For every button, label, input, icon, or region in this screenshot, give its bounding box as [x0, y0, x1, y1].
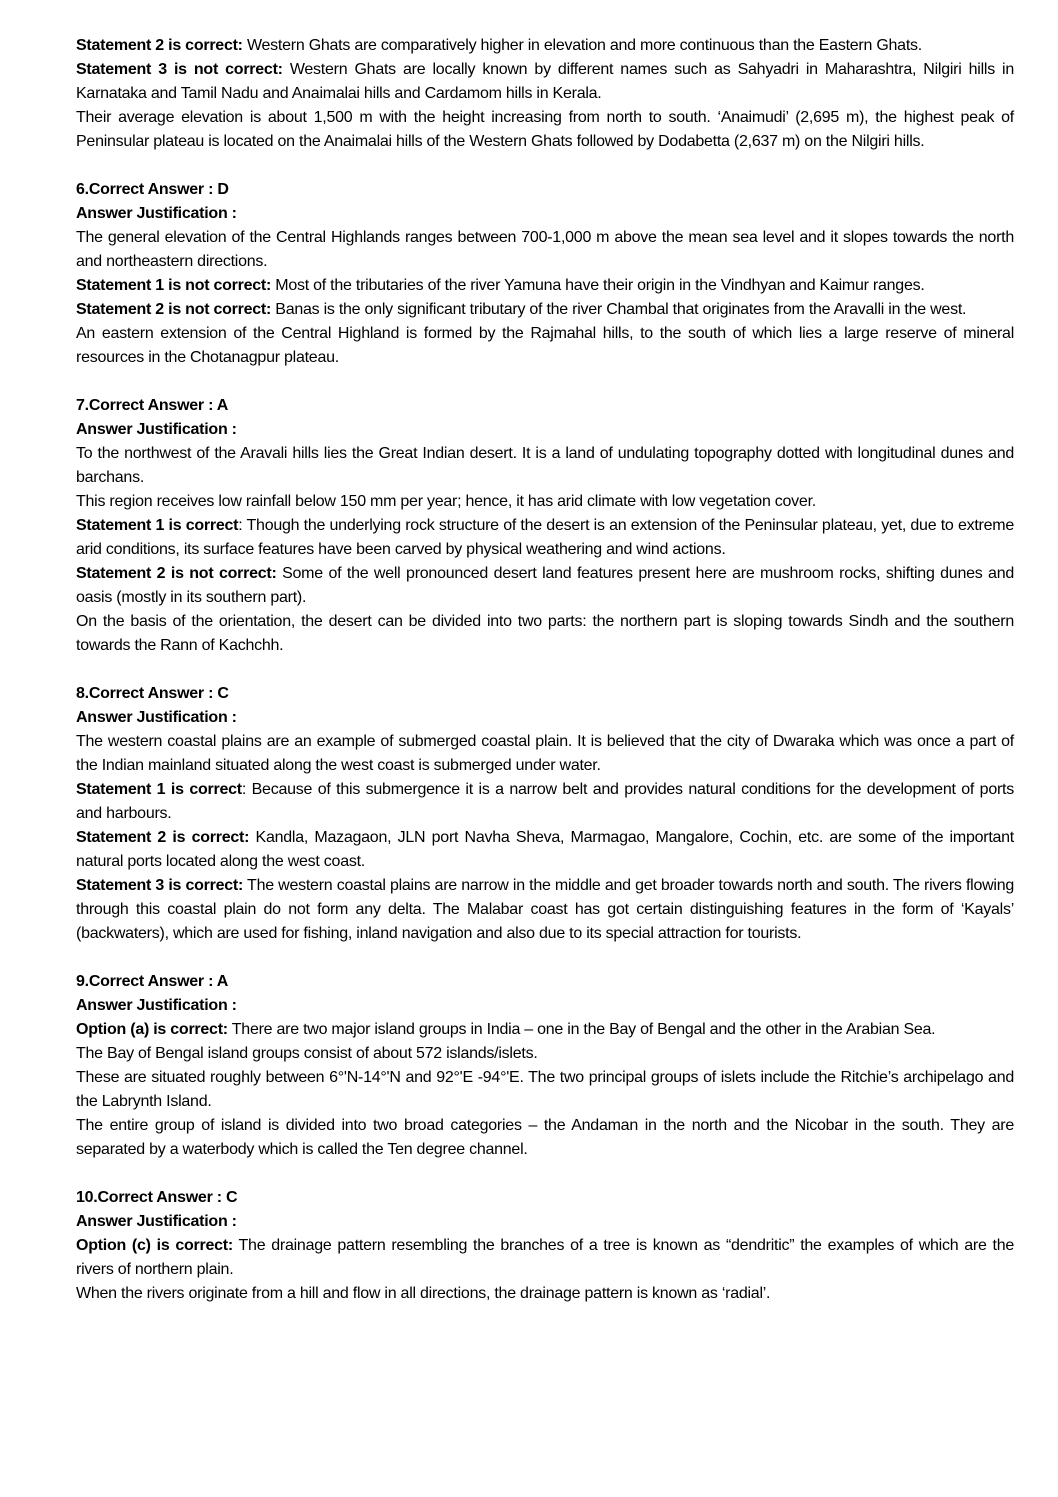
paragraph	[76, 874, 1014, 946]
paragraph	[76, 322, 1014, 370]
paragraph-text: When the rivers originate from a hill and flow in all directions, the drainage pattern is known as ‘radial’.	[76, 1285, 771, 1302]
paragraph-text: : Though the underlying rock structure of the desert is an extension of the Peninsular plateau, yet, due to extreme arid conditions, its surface features have been carved by physical weathering and wind actions.	[76, 517, 1014, 558]
paragraph	[76, 298, 1014, 322]
paragraph	[76, 562, 1014, 610]
paragraph-text: Banas is the only significant tributary of the river Chambal that originates from the Aravalli in the west.	[271, 301, 967, 318]
answer-heading: 6.Correct Answer : D	[76, 181, 229, 198]
statement-label: Statement 2 is correct:	[76, 829, 250, 846]
paragraph-text: Some of the well pronounced desert land features present here are mushroom rocks, shifting dunes and oasis (mostly in its southern part).	[76, 565, 1015, 606]
paragraph	[76, 610, 1014, 658]
answer-section	[76, 34, 1014, 154]
paragraph	[76, 34, 1014, 58]
paragraph	[76, 226, 1014, 274]
paragraph-text: The western coastal plains are narrow in the middle and get broader towards north and south. The rivers flowing through this coastal plain do not form any delta. The Malabar coast has got certain distinguishing features in the form of ‘Kayals’ (backwaters), which are used for fishing, inland navigation and also due to its special attraction for tourists.	[76, 877, 1014, 942]
paragraph-text: The western coastal plains are an example of submerged coastal plain. It is believed that the city of Dwaraka which was once a part of the Indian mainland situated along the west coast is submerged under water.	[76, 733, 1014, 774]
answer-section	[76, 970, 1014, 1162]
paragraph-text: Kandla, Mazagaon, JLN port Navha Sheva, Marmagao, Mangalore, Cochin, etc. are some of the important natural ports located along the west coast.	[76, 829, 1015, 870]
paragraph-text: Western Ghats are locally known by different names such as Sahyadri in Maharashtra, Nilgiri hills in Karnataka and Tamil Nadu and Anaimalai hills and Cardamom hills in Kerala.	[76, 61, 1015, 102]
statement-label: Statement 1 is not correct:	[76, 277, 272, 294]
statement-label: Statement 2 is correct:	[76, 37, 243, 54]
answer-section	[76, 178, 1014, 370]
paragraph-text: To the northwest of the Aravali hills lies the Great Indian desert. It is a land of undulating topography dotted with longitudinal dunes and barchans.	[76, 445, 1014, 486]
answer-section	[76, 1186, 1014, 1306]
statement-label: Option (c) is correct:	[76, 1237, 233, 1254]
paragraph-text: Most of the tributaries of the river Yamuna have their origin in the Vindhyan and Kaimur ranges.	[271, 277, 925, 294]
answer-heading: 8.Correct Answer : C	[76, 685, 229, 702]
paragraph	[76, 730, 1014, 778]
answer-section	[76, 682, 1014, 946]
justification-heading: Answer Justification :	[76, 709, 237, 726]
paragraph	[76, 58, 1014, 106]
paragraph-text: : Because of this submergence it is a narrow belt and provides natural conditions for the development of ports and harbours.	[76, 781, 1015, 822]
paragraph-text: There are two major island groups in India – one in the Bay of Bengal and the other in the Arabian Sea.	[227, 1021, 936, 1038]
paragraph-text: The general elevation of the Central Highlands ranges between 700-1,000 m above the mean sea level and it slopes towards the north and northeastern directions.	[76, 229, 1014, 270]
paragraph	[76, 514, 1014, 562]
statement-label: Statement 2 is not correct:	[76, 565, 277, 582]
document-page	[76, 34, 1014, 1306]
statement-label: Statement 1 is correct	[76, 781, 242, 798]
paragraph	[76, 826, 1014, 874]
answer-section	[76, 394, 1014, 658]
statement-label: Statement 3 is not correct:	[76, 61, 283, 78]
paragraph	[76, 490, 1014, 514]
statement-label: Statement 2 is not correct:	[76, 301, 272, 318]
paragraph-text: An eastern extension of the Central Highland is formed by the Rajmahal hills, to the south of which lies a large reserve of mineral resources in the Chotanagpur plateau.	[76, 325, 1014, 366]
paragraph-text: This region receives low rainfall below 150 mm per year; hence, it has arid climate with low vegetation cover.	[76, 493, 816, 510]
paragraph	[76, 1234, 1014, 1282]
answer-heading: 10.Correct Answer : C	[76, 1189, 238, 1206]
justification-heading: Answer Justification :	[76, 997, 237, 1014]
paragraph-text: The Bay of Bengal island groups consist of about 572 islands/islets.	[76, 1045, 538, 1062]
paragraph	[76, 442, 1014, 490]
justification-heading: Answer Justification :	[76, 205, 237, 222]
paragraph-text: The entire group of island is divided into two broad categories – the Andaman in the north and the Nicobar in the south. They are separated by a waterbody which is called the Ten degree channel.	[76, 1117, 1014, 1158]
justification-heading: Answer Justification :	[76, 421, 237, 438]
paragraph-text: The drainage pattern resembling the branches of a tree is known as “dendritic” the examples of which are the rivers of northern plain.	[76, 1237, 1014, 1278]
justification-heading: Answer Justification :	[76, 1213, 237, 1230]
paragraph-text: Their average elevation is about 1,500 m with the height increasing from north to south. ‘Anaimudi’ (2,695 m), the highest peak of Peninsular plateau is located on the Anaimalai hills of the Western Ghats followed by Dodabetta (2,637 m) on the Nilgiri hills.	[76, 109, 1014, 150]
paragraph	[76, 1042, 1014, 1066]
answer-heading: 9.Correct Answer : A	[76, 973, 229, 990]
paragraph	[76, 1066, 1014, 1114]
statement-label: Statement 1 is correct	[76, 517, 239, 534]
statement-label: Option (a) is correct:	[76, 1021, 228, 1038]
answer-heading: 7.Correct Answer : A	[76, 397, 229, 414]
paragraph-text: These are situated roughly between 6°'N-14°'N and 92°'E -94°'E. The two principal groups of islets include the Ritchie’s archipelago and the Labrynth Island.	[76, 1069, 1014, 1110]
paragraph-text: Western Ghats are comparatively higher in elevation and more continuous than the Eastern Ghats.	[242, 37, 922, 54]
paragraph	[76, 778, 1014, 826]
statement-label: Statement 3 is correct:	[76, 877, 244, 894]
paragraph	[76, 274, 1014, 298]
paragraph	[76, 1018, 1014, 1042]
paragraph	[76, 1282, 1014, 1306]
paragraph	[76, 1114, 1014, 1162]
paragraph	[76, 106, 1014, 154]
paragraph-text: On the basis of the orientation, the desert can be divided into two parts: the northern part is sloping towards Sindh and the southern towards the Rann of Kachchh.	[76, 613, 1014, 654]
